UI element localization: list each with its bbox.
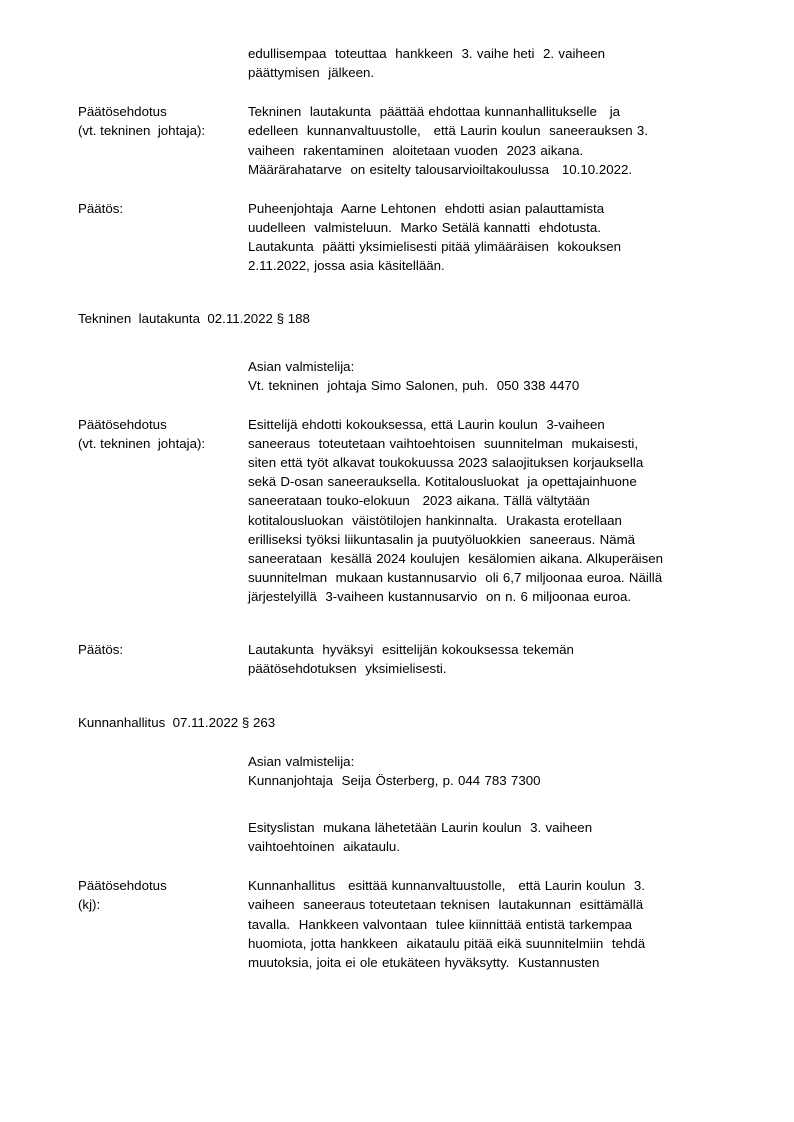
spacer <box>78 679 724 713</box>
text-line: edelleen kunnanvaltuustolle, että Laurin koulun saneerauksen 3. <box>248 123 649 139</box>
section-paatos-1 <box>78 199 724 276</box>
body-column <box>248 415 724 606</box>
label-column <box>78 876 248 914</box>
section-paatosehdotus-tekninen-lautakunta-1 <box>78 102 724 179</box>
text-line: päätösehdotuksen yksimielisesti. <box>248 661 447 677</box>
text-line: saneerataan touko-elokuun 2023 aikana. Tällä vältytään <box>248 493 590 509</box>
label-line: Päätös: <box>78 200 124 216</box>
text-line: Puheenjohtaja Aarne Lehtonen ehdotti asian palauttamista <box>248 200 605 216</box>
body-column <box>248 44 724 82</box>
label-line: Päätösehdotus <box>78 416 167 432</box>
section-paatosehdotus-tekninen-lautakunta-2 <box>78 415 724 606</box>
text-line: vaihtoehtoinen aikataulu. <box>248 839 401 855</box>
spacer <box>78 790 724 818</box>
body-column <box>248 199 724 276</box>
text-line: päättymisen jälkeen. <box>248 65 375 81</box>
document-body <box>78 44 724 972</box>
text-line: Kunnanjohtaja Seija Österberg, p. 044 783 7300 <box>248 772 541 788</box>
spacer <box>78 179 724 199</box>
text-line: Tekninen lautakunta päättää ehdottaa kunnanhallitukselle ja <box>248 104 621 120</box>
text-line: sekä D-osan saneerauksella. Kotitalousluokat ja opettajainhuone <box>248 474 637 490</box>
label-line: (kj): <box>78 897 101 913</box>
body-column <box>248 640 724 678</box>
text-line: kotitalousluokan väistötilojen hankinnalta. Urakasta erotellaan <box>248 512 622 528</box>
text-line: Lautakunta hyväksyi esittelijän kokouksessa tekemän <box>248 642 574 658</box>
body-column <box>248 102 724 179</box>
section-heading-tekninen-lautakunta <box>78 309 724 328</box>
text-line: Asian valmistelija: <box>248 753 355 769</box>
label-line: (vt. tekninen johtaja): <box>78 435 206 451</box>
text-line: huomiota, jotta hankkeen aikataulu pitää eikä suunnitelmiin tehdä <box>248 935 646 951</box>
text-line: Lautakunta päätti yksimielisesti pitää ylimääräisen kokouksen <box>248 239 622 255</box>
label-line: Päätösehdotus <box>78 104 167 120</box>
spacer <box>78 606 724 640</box>
body-column <box>248 876 724 972</box>
text-line: vaiheen rakentaminen aloitetaan vuoden 2023 aikana. <box>248 142 584 158</box>
heading-text: Kunnanhallitus 07.11.2022 § 263 <box>78 714 276 730</box>
spacer <box>78 275 724 309</box>
label-column <box>78 199 248 218</box>
label-column <box>78 102 248 140</box>
text-line: edullisempaa toteuttaa hankkeen 3. vaihe heti 2. vaiheen <box>248 46 605 61</box>
section-esityslista-note <box>78 818 724 856</box>
text-line: vaiheen saneeraus toteutetaan teknisen lautakunnan esittämällä <box>248 897 644 913</box>
label-column <box>78 415 248 453</box>
text-line: Esityslistan mukana lähetetään Laurin koulun 3. vaiheen <box>248 819 593 835</box>
paragraph-continuation <box>78 44 724 82</box>
spacer <box>78 82 724 102</box>
spacer <box>78 395 724 415</box>
text-line: Määrärahatarve on esitelty talousarvioiltakoulussa 10.10.2022. <box>248 161 633 177</box>
text-line: saneeraus toteutetaan vaihtoehtoisen suunnitelman mukaisesti, <box>248 435 639 451</box>
spacer <box>78 329 724 357</box>
text-line: siten että työt alkavat toukokuussa 2023 salaojituksen korjauksella <box>248 455 644 471</box>
section-heading-kunnanhallitus <box>78 713 724 732</box>
text-line: Asian valmistelija: <box>248 358 355 374</box>
text-line: uudelleen valmisteluun. Marko Setälä kannatti ehdotusta. <box>248 219 601 235</box>
text-line: saneerataan kesällä 2024 koulujen kesälomien aikana. Alkuperäisen <box>248 550 664 566</box>
text-line: muutoksia, joita ei ole etukäteen hyväksytty. Kustannusten <box>248 954 600 970</box>
body-column <box>248 818 724 856</box>
text-line: järjestelyillä 3-vaiheen kustannusarvio on n. 6 miljoonaa euroa. <box>248 589 632 605</box>
text-line: tavalla. Hankkeen valvontaan tulee kiinnittää entistä tarkempaa <box>248 916 632 932</box>
section-asian-valmistelija-2 <box>78 752 724 790</box>
label-line: (vt. tekninen johtaja): <box>78 123 206 139</box>
section-paatosehdotus-kj <box>78 876 724 972</box>
body-column <box>248 357 724 395</box>
spacer <box>78 732 724 752</box>
section-asian-valmistelija-1 <box>78 357 724 395</box>
text-line: erilliseksi työksi liikuntasalin ja puutyöluokkien saneeraus. Nämä <box>248 531 636 547</box>
text-line: Esittelijä ehdotti kokouksessa, että Laurin koulun 3-vaiheen <box>248 416 605 432</box>
label-line: Päätösehdotus <box>78 878 167 894</box>
text-line: suunnitelman mukaan kustannusarvio oli 6,7 miljoonaa euroa. Näillä <box>248 569 663 585</box>
spacer <box>78 856 724 876</box>
label-line: Päätös: <box>78 642 124 658</box>
label-column <box>78 640 248 659</box>
text-line: Kunnanhallitus esittää kunnanvaltuustolle, että Laurin koulun 3. <box>248 878 645 894</box>
text-line: 2.11.2022, jossa asia käsitellään. <box>248 258 445 274</box>
text-line: Vt. tekninen johtaja Simo Salonen, puh. 050 338 4470 <box>248 377 580 393</box>
heading-text: Tekninen lautakunta 02.11.2022 § 188 <box>78 311 310 327</box>
body-column <box>248 752 724 790</box>
section-paatos-2 <box>78 640 724 678</box>
